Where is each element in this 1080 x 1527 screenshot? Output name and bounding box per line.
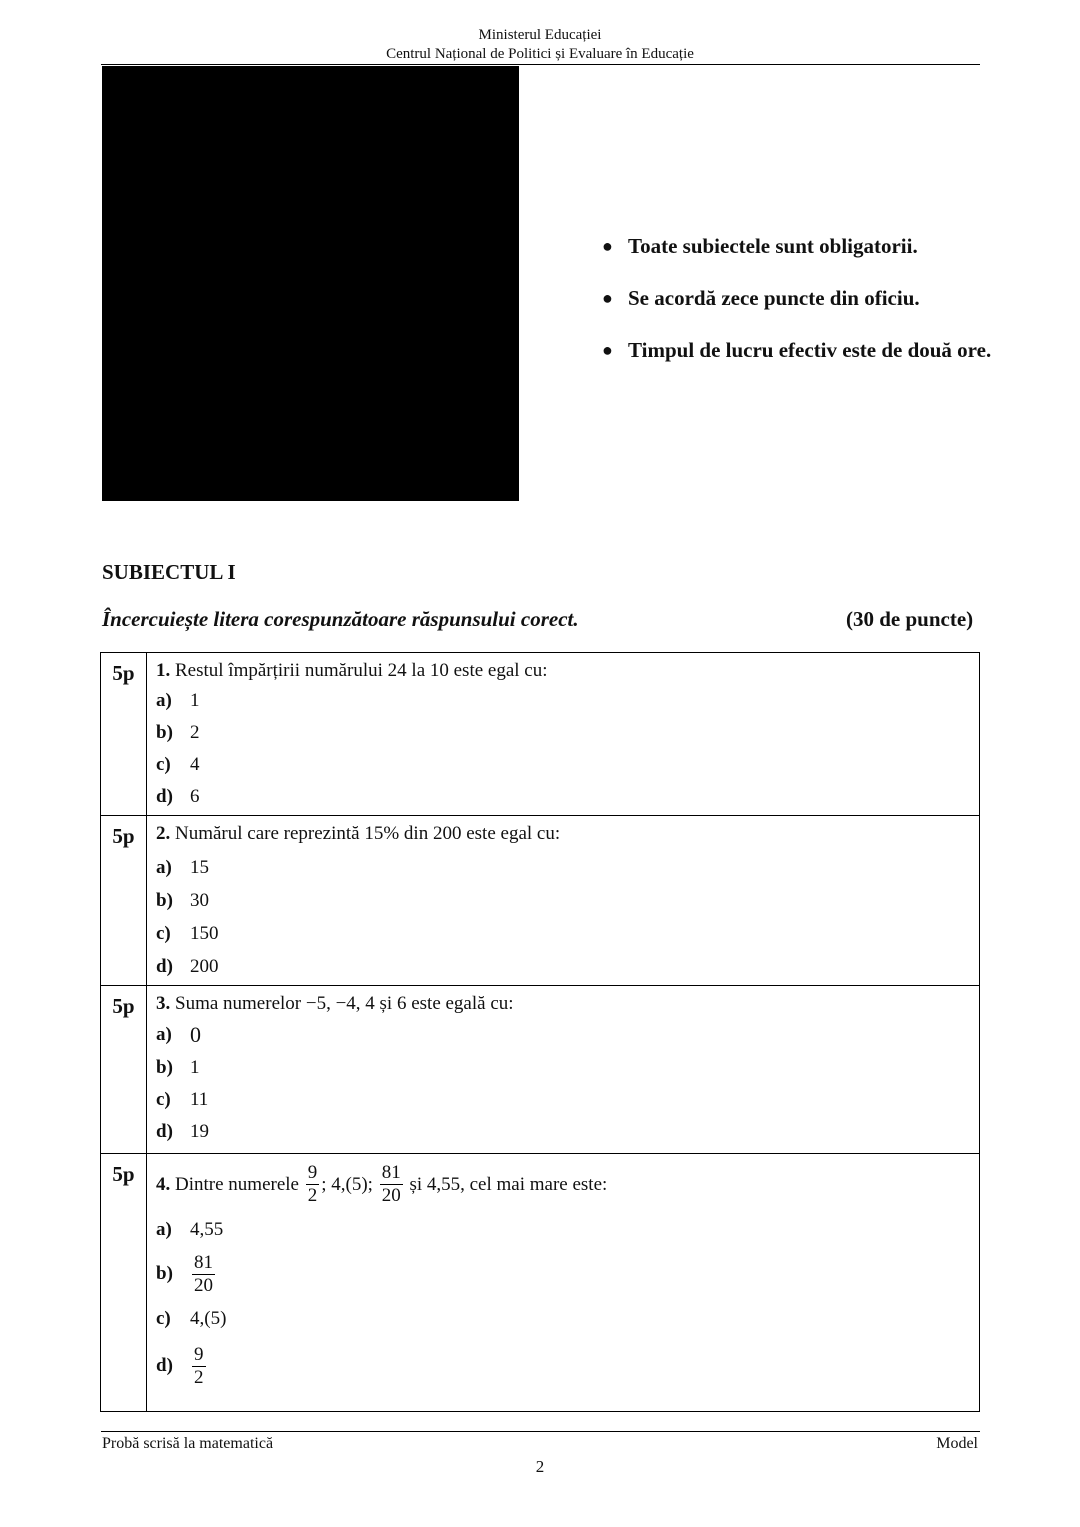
option-d[interactable]: d) 19 bbox=[156, 1121, 209, 1142]
question-score: 5p bbox=[101, 653, 147, 816]
bullet-icon: ● bbox=[602, 340, 613, 360]
option-d[interactable]: d) 200 bbox=[156, 955, 219, 977]
questions-table bbox=[100, 652, 980, 1412]
question-row bbox=[101, 653, 980, 816]
option-c[interactable]: c) 11 bbox=[156, 1089, 209, 1110]
bullet-icon: ● bbox=[602, 236, 613, 256]
question-score: 5p bbox=[101, 816, 147, 986]
option-d[interactable]: d) $\frac{9}{2}$ bbox=[156, 1343, 204, 1388]
question-text: 1. Restul împărțirii numărului 24 la 10 este egal cu: bbox=[156, 660, 548, 681]
option-b[interactable]: b) $\frac{81}{20}$ bbox=[156, 1251, 213, 1296]
question-score: 5p bbox=[101, 986, 147, 1154]
header-ministry: Ministerul Educației bbox=[478, 27, 602, 43]
section-instruction: Încercuiește litera corespunzătoare răspunsului corect. bbox=[102, 607, 579, 631]
option-a[interactable]: a) 15 bbox=[156, 856, 209, 878]
section-points: (30 de puncte) bbox=[846, 607, 974, 631]
question-score: 5p bbox=[101, 1154, 147, 1412]
option-b[interactable]: b) 1 bbox=[156, 1057, 200, 1078]
option-c[interactable]: c) 4 bbox=[156, 754, 200, 775]
section-title: SUBIECTUL I bbox=[102, 560, 236, 584]
exam-rules-list bbox=[600, 233, 991, 389]
fraction: $\frac{81}{20}$ bbox=[194, 1251, 213, 1296]
question-text: 4. Dintre numerele $\frac{9}{2}$ ; 4,(5); $\frac{81}{20}$ și 4,55, cel mai mare este: bbox=[156, 1162, 608, 1206]
fraction: $\frac{9}{2}$ bbox=[194, 1343, 204, 1388]
option-c[interactable]: c) 150 bbox=[156, 922, 219, 944]
header-center: Centrul Național de Politici și Evaluare în Educație bbox=[386, 46, 694, 62]
footer-divider bbox=[101, 1431, 980, 1432]
footer-subject: Probă scrisă la matematică bbox=[102, 1435, 274, 1452]
question-row bbox=[101, 986, 980, 1154]
page-header bbox=[0, 26, 1080, 64]
redacted-block bbox=[102, 66, 519, 501]
header-divider bbox=[101, 64, 980, 65]
fraction: $\frac{9}{2}$ bbox=[307, 1162, 318, 1206]
question-text: 2. Numărul care reprezintă 15% din 200 este egal cu: bbox=[156, 823, 561, 844]
option-c[interactable]: c) 4,(5) bbox=[156, 1308, 227, 1329]
option-a[interactable]: a) 1 bbox=[156, 690, 200, 711]
option-b[interactable]: b) 2 bbox=[156, 722, 200, 743]
question-row bbox=[101, 1154, 980, 1412]
option-b[interactable]: b) 30 bbox=[156, 889, 209, 911]
question-text: 3. Suma numerelor −5, −4, 4 și 6 este egală cu: bbox=[156, 993, 514, 1014]
rule-item: ● Se acordă zece puncte din oficiu. bbox=[602, 286, 920, 310]
fraction: $\frac{81}{20}$ bbox=[381, 1162, 401, 1206]
footer-model: Model bbox=[936, 1435, 978, 1452]
rule-item: ● Toate subiectele sunt obligatorii. bbox=[602, 234, 918, 258]
rule-item: ● Timpul de lucru efectiv este de două ore. bbox=[602, 338, 992, 362]
question-row bbox=[101, 816, 980, 986]
bullet-icon: ● bbox=[602, 288, 613, 308]
option-d[interactable]: d) 6 bbox=[156, 786, 200, 807]
page-number: 2 bbox=[535, 1457, 545, 1476]
option-a[interactable]: a) 4,55 bbox=[156, 1219, 224, 1240]
option-a[interactable]: a) 0 bbox=[156, 1022, 201, 1047]
